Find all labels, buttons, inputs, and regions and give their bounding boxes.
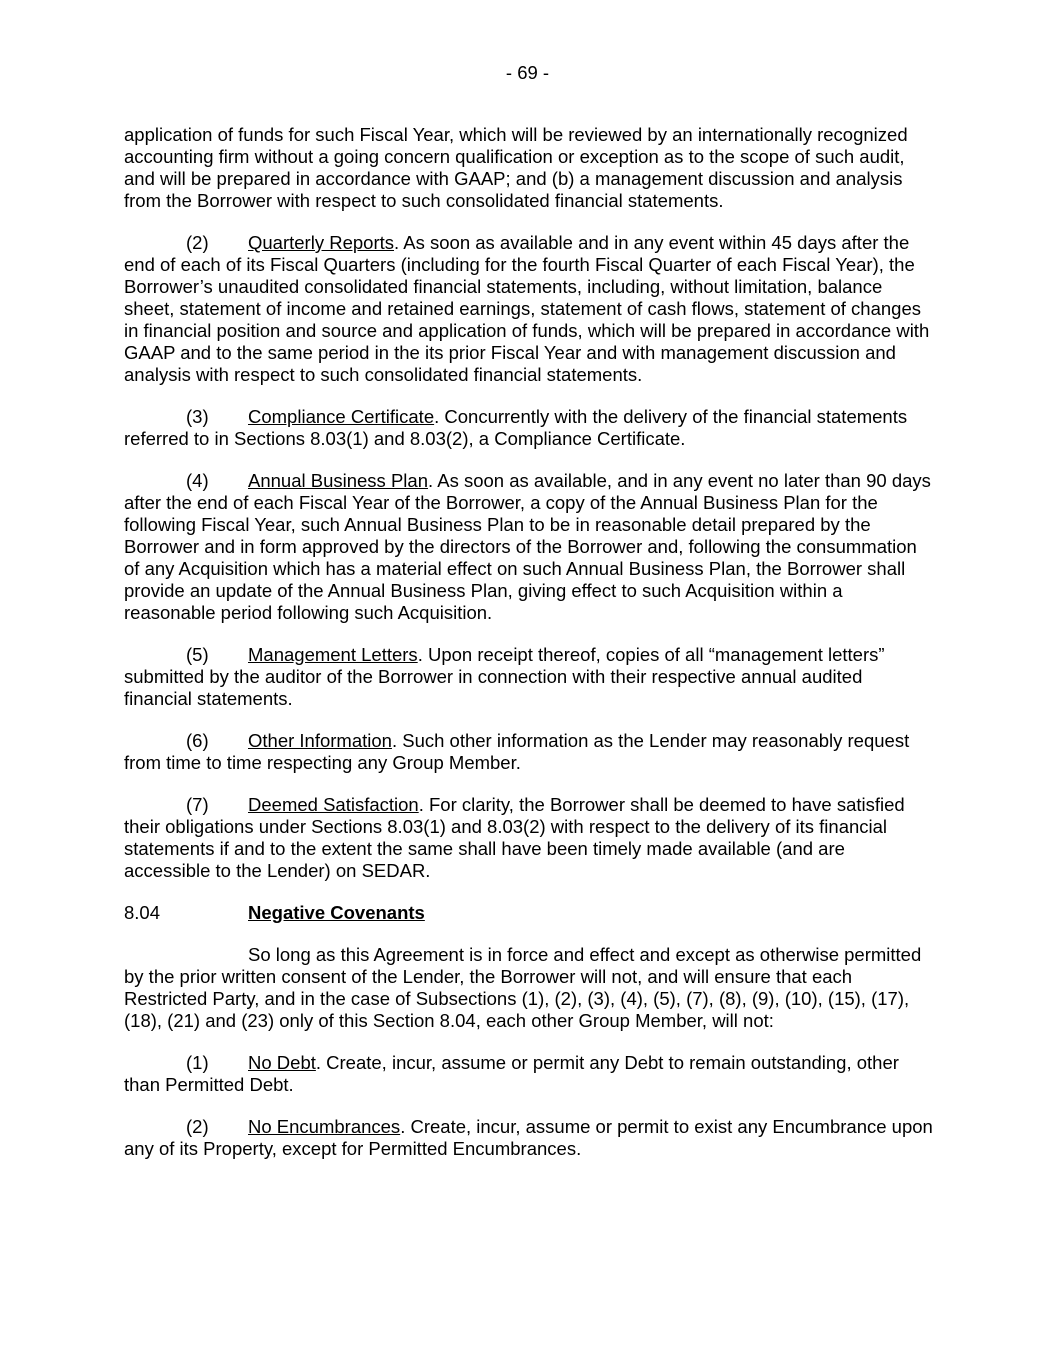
item-text: . Such other information as the Lender may reasonably request from time to time respecting any Group Member. (124, 730, 910, 773)
item-text: . As soon as available and in any event within 45 days after the end of each of its Fiscal Quarters (including for the fourth Fiscal Quarter of each Fiscal Year), the Borrower’s unaudited consolidated financial statements, including, without limitation, balance sheet, statement of income and retained earnings, statement of cash flows, statement of changes in financial position and source and application of funds, which will be prepared in accordance with GAAP and to the same period in the its prior Fiscal Year and with management discussion and analysis with respect to such consolidated financial statements. (124, 232, 930, 385)
paragraph-no-debt (124, 1052, 934, 1096)
section-number: 8.04 (124, 902, 161, 923)
item-text: . As soon as available, and in any event no later than 90 days after the end of each Fiscal Year of the Borrower, a copy of the Annual Business Plan for the following Fiscal Year, such Annual Business Plan to be in reasonable detail prepared by the Borrower and in form approved by the directors of the Borrower and, following the consummation of any Acquisition which has a material effect on such Annual Business Plan, the Borrower shall provide an update of the Annual Business Plan, giving effect to such Acquisition within a reasonable period following such Acquisition. (124, 470, 931, 623)
item-title: Management Letters (248, 644, 418, 665)
paragraph-compliance-certificate (124, 406, 934, 450)
item-text: . Upon receipt thereof, copies of all “management letters” submitted by the auditor of the Borrower in connection with their respective annual audited financial statements. (124, 644, 885, 709)
item-title: No Debt (248, 1052, 316, 1073)
item-text: . Create, incur, assume or permit to exist any Encumbrance upon any of its Property, except for Permitted Encumbrances. (124, 1116, 933, 1159)
item-number: (1) (186, 1052, 209, 1073)
document-body (124, 124, 934, 1180)
item-text: . Create, incur, assume or permit any Debt to remain outstanding, other than Permitted Debt. (124, 1052, 899, 1095)
paragraph-deemed-satisfaction (124, 794, 934, 882)
item-title: Quarterly Reports (248, 232, 394, 253)
section-heading (124, 902, 934, 924)
item-title: Annual Business Plan (248, 470, 428, 491)
paragraph-no-encumbrances (124, 1116, 934, 1160)
page-number: - 69 - (505, 62, 550, 83)
paragraph-management-letters (124, 644, 934, 710)
item-title: Deemed Satisfaction (248, 794, 419, 815)
item-number: (6) (186, 730, 209, 751)
section-intro (124, 944, 934, 1032)
item-text: . Concurrently with the delivery of the financial statements referred to in Sections 8.03(1) and 8.03(2), a Compliance Certificate. (124, 406, 908, 449)
item-title: No Encumbrances (248, 1116, 401, 1137)
paragraph-continuation: application of funds for such Fiscal Year, which will be reviewed by an internationally recognized accounting firm without a going concern qualification or exception as to the scope of such audit, and will be prepared in accordance with GAAP; and (b) a management discussion and analysis from the Borrower with respect to such consolidated financial statements. (124, 124, 908, 211)
paragraph-other-information (124, 730, 934, 774)
item-number: (5) (186, 644, 209, 665)
item-number: (4) (186, 470, 209, 491)
item-text: . For clarity, the Borrower shall be deemed to have satisfied their obligations under Sections 8.03(1) and 8.03(2) with respect to the delivery of its financial statements if and to the extent the same shall have been timely made available (and are accessible to the Lender) on SEDAR. (124, 794, 905, 881)
paragraph-annual-business-plan (124, 470, 934, 624)
item-number: (3) (186, 406, 209, 427)
item-number: (2) (186, 1116, 209, 1137)
item-number: (2) (186, 232, 209, 253)
item-title: Compliance Certificate (248, 406, 435, 427)
paragraph-quarterly-reports (124, 232, 934, 386)
item-number: (7) (186, 794, 209, 815)
section-title: Negative Covenants (248, 902, 425, 923)
item-title: Other Information (248, 730, 392, 751)
section-intro-text: So long as this Agreement is in force and effect and except as otherwise permitted by the prior written consent of the Lender, the Borrower will not, and will ensure that each Restricted Party, and in the case of Subsections (1), (2), (3), (4), (5), (7), (8), (9), (10), (15), (17), (18), (21) and (23) only of this Section 8.04, each other Group Member, will not: (124, 944, 922, 1031)
